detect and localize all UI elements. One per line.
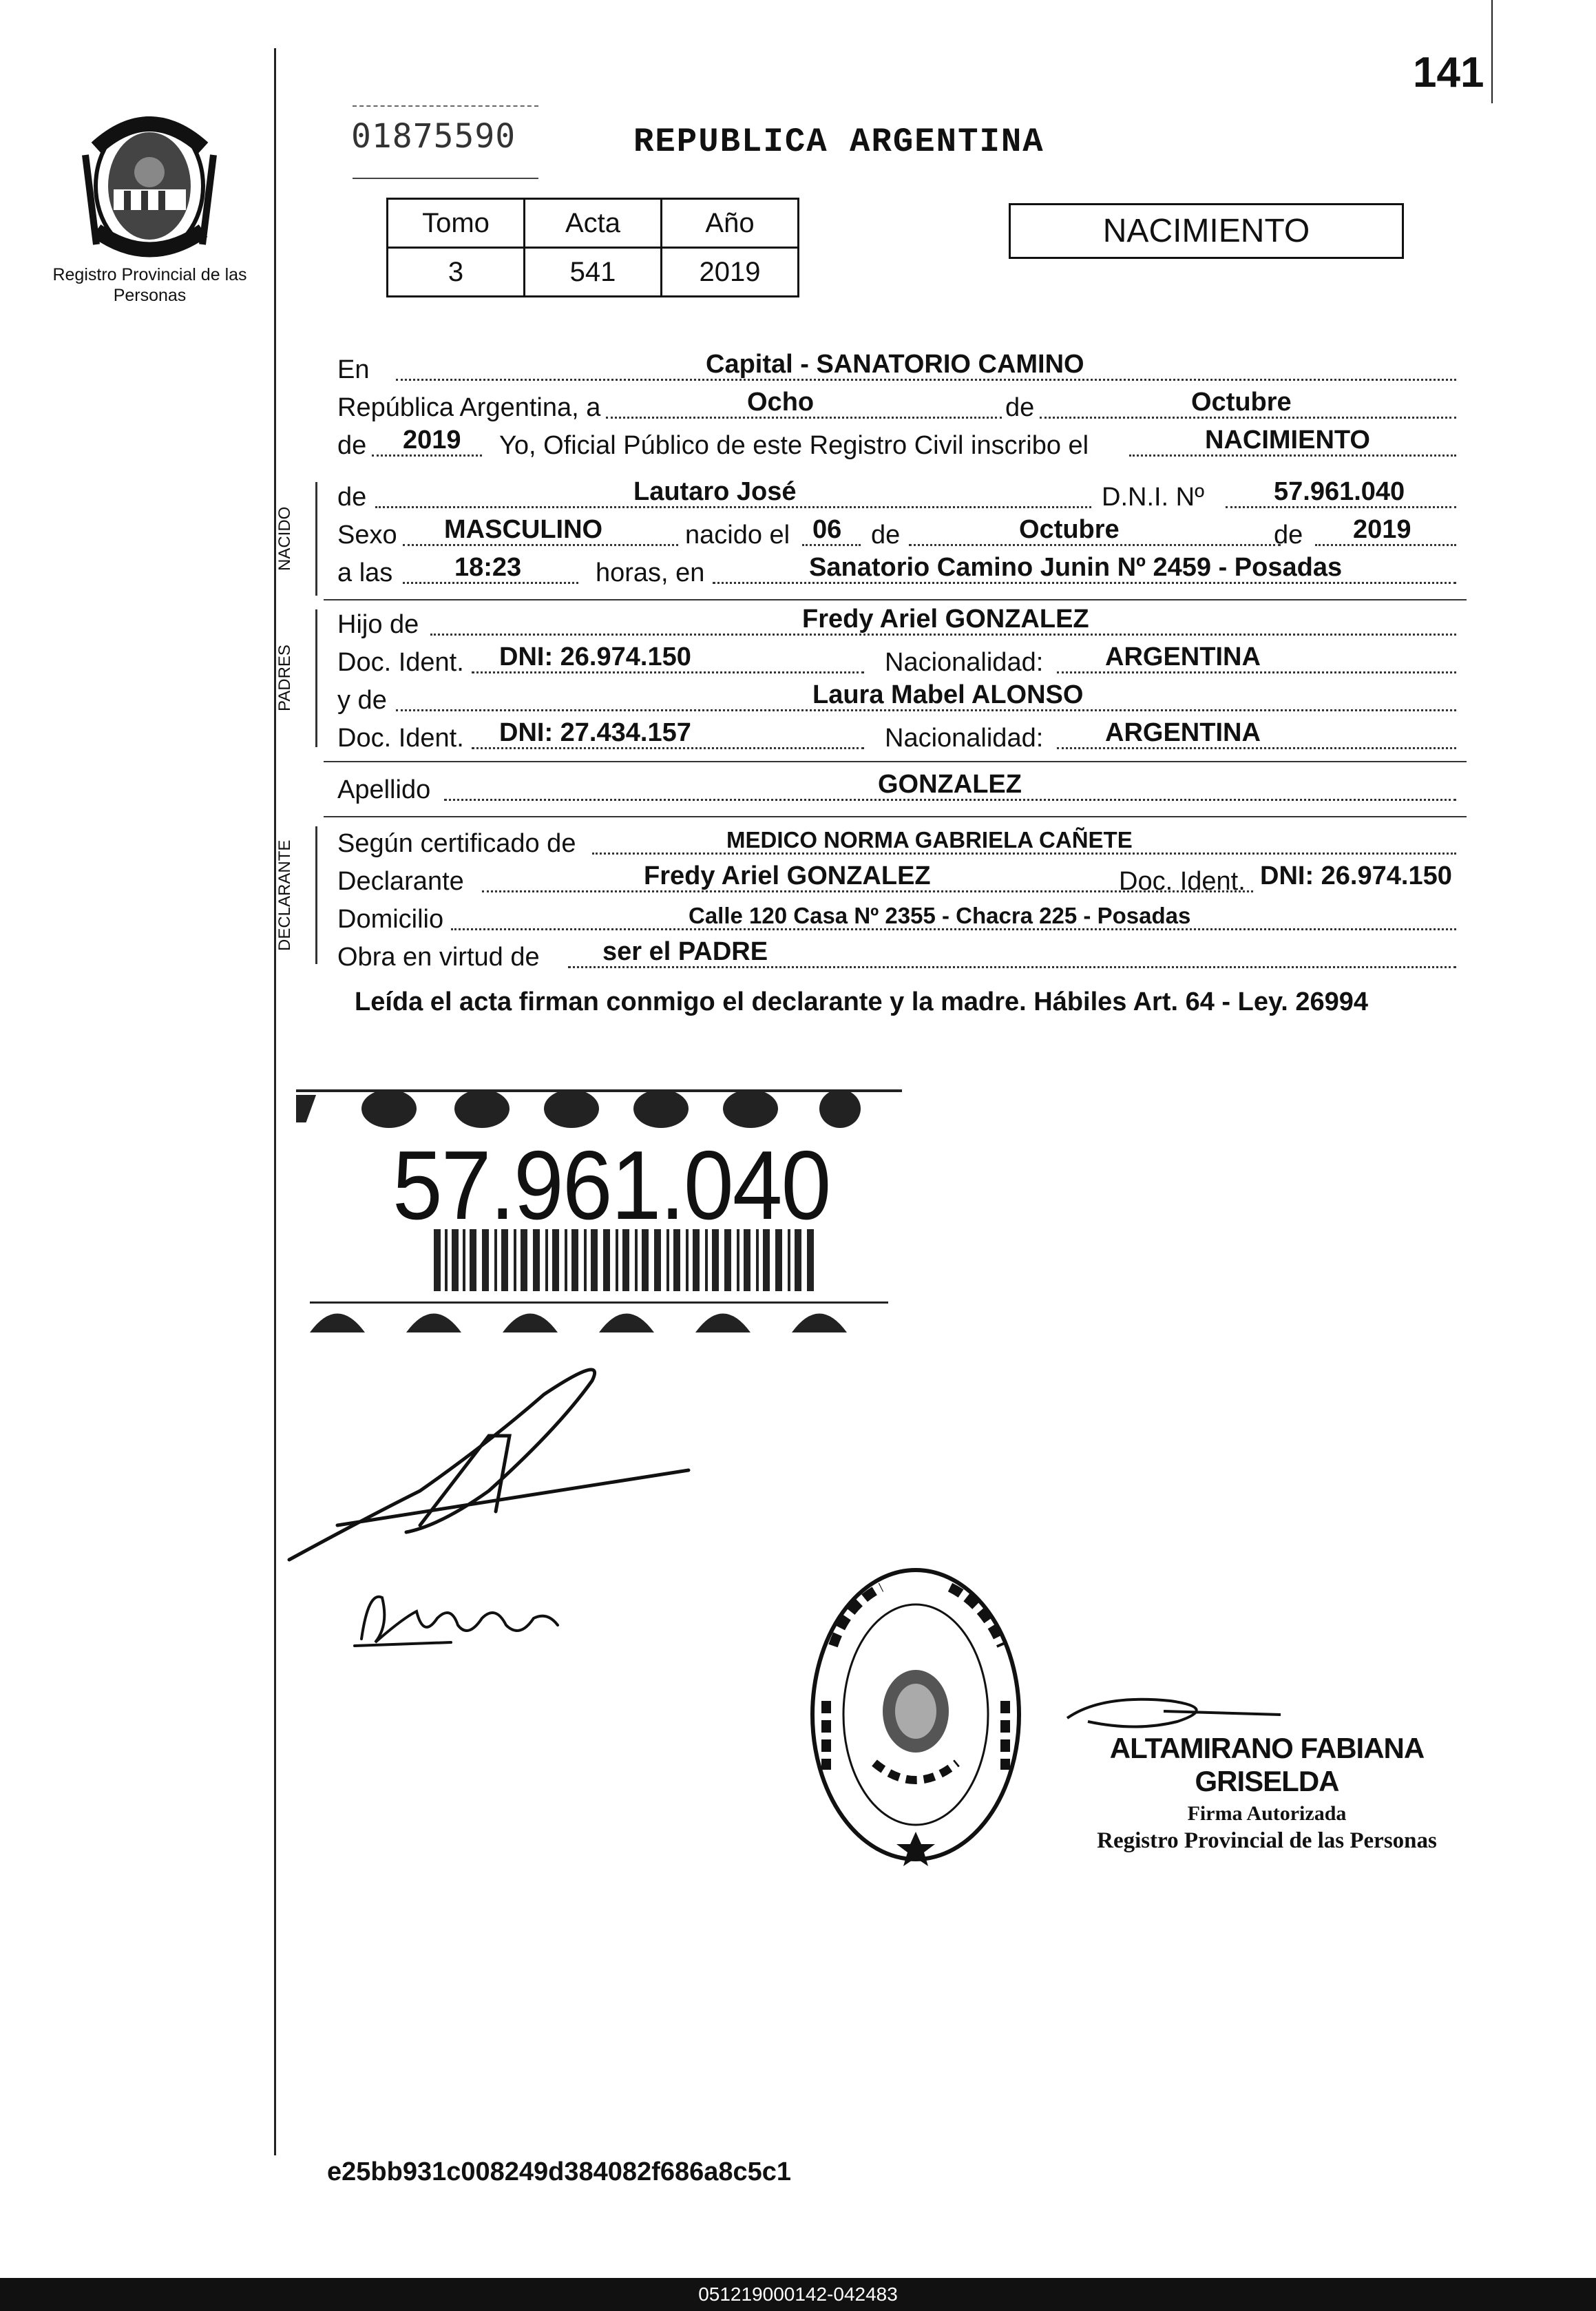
authorized-signature-block — [1074, 1732, 1460, 1854]
label-nacido-el: nacido el — [685, 521, 790, 550]
day-word-value: Ocho — [747, 388, 815, 417]
address-value: Calle 120 Casa Nº 2355 - Chacra 225 - Posadas — [689, 903, 1191, 928]
declarant-signature — [282, 1353, 695, 1573]
row-mother-doc — [337, 716, 1467, 755]
footer-bar: 051219000142-042483 — [0, 2278, 1596, 2311]
table-value-cell: 541 — [525, 248, 662, 297]
declarant-doc-value: DNI: 26.974.150 — [1260, 861, 1452, 890]
virtue-value: ser el PADRE — [602, 937, 768, 966]
registry-table — [386, 198, 799, 297]
serial-underline — [353, 178, 538, 179]
dni-sticker-number: 57.961.040 — [392, 1131, 830, 1240]
label-nacionalidad: Nacionalidad: — [885, 724, 1044, 753]
closing-statement: Leída el acta firman conmigo el declarante y la madre. Hábiles Art. 64 - Ley. 26994 — [355, 987, 1369, 1016]
father-nationality-value: ARGENTINA — [1105, 642, 1261, 671]
section-separator — [324, 599, 1467, 600]
mother-doc-value: DNI: 27.434.157 — [499, 718, 691, 747]
page-number: 141 — [1413, 49, 1484, 96]
row-mother — [337, 678, 1467, 717]
table-value-cell: 3 — [388, 248, 525, 297]
row-surname — [337, 768, 1467, 806]
table-value-cell: 2019 — [662, 248, 799, 297]
mother-nationality-value: ARGENTINA — [1105, 718, 1261, 747]
label-doc-ident: Doc. Ident. — [337, 724, 464, 753]
label-de: de — [337, 431, 367, 460]
label-dni-no: D.N.I. Nº — [1102, 483, 1204, 512]
table-header-cell: Acta — [525, 199, 662, 248]
label-y-de: y de — [337, 686, 387, 715]
label-domicilio: Domicilio — [337, 905, 444, 934]
registry-table-values — [388, 248, 799, 297]
row-child-name — [337, 475, 1467, 514]
child-name-value: Lautaro José — [633, 477, 797, 506]
birth-day-value: 06 — [812, 515, 842, 544]
table-header-cell: Año — [662, 199, 799, 248]
serial-top-line — [353, 105, 538, 108]
row-certificate — [337, 822, 1467, 860]
surname-value: GONZALEZ — [878, 770, 1022, 799]
official-seal-stamp — [806, 1563, 1026, 1866]
place-value: Capital - SANATORIO CAMINO — [706, 350, 1084, 379]
document-hash: e25bb931c008249d384082f686a8c5c1 — [327, 2157, 792, 2186]
birth-time-value: 18:23 — [454, 553, 522, 582]
official-organization: Registro Provincial de las Personas — [1097, 1828, 1437, 1853]
inscription-type-value: NACIMIENTO — [1205, 426, 1370, 454]
row-place — [337, 348, 1467, 386]
label-doc-ident: Doc. Ident. — [337, 648, 464, 677]
right-margin-line — [1491, 0, 1493, 103]
label-de: de — [871, 521, 901, 550]
mother-name-value: Laura Mabel ALONSO — [812, 680, 1084, 709]
row-time-place — [337, 551, 1467, 589]
official-role: Firma Autorizada — [1187, 1802, 1347, 1825]
label-declarante: Declarante — [337, 867, 464, 896]
birth-month-value: Octubre — [1019, 515, 1120, 544]
label-obra-en-virtud: Obra en virtud de — [337, 943, 540, 972]
certificate-by-value: MEDICO NORMA GABRIELA CAÑETE — [726, 827, 1133, 853]
father-name-value: Fredy Ariel GONZALEZ — [802, 605, 1089, 634]
section-label-declarante: DECLARANTE — [275, 839, 294, 951]
row-date — [337, 386, 1467, 424]
official-name: ALTAMIRANO FABIANA GRISELDA — [1109, 1732, 1425, 1797]
section-label-nacido: NACIDO — [275, 506, 294, 572]
row-sex-birth — [337, 513, 1467, 552]
label-sexo: Sexo — [337, 521, 397, 550]
mother-signature — [348, 1577, 568, 1660]
month-value: Octubre — [1191, 388, 1292, 417]
institution-caption: Registro Provincial de las Personas — [52, 265, 247, 305]
label-apellido: Apellido — [337, 775, 431, 804]
label-de: de — [337, 483, 367, 512]
year-value: 2019 — [403, 426, 461, 454]
declarant-name-value: Fredy Ariel GONZALEZ — [644, 861, 931, 890]
sex-value: MASCULINO — [444, 515, 603, 544]
label-yo-oficial: Yo, Oficial Público de este Registro Civil inscribo el — [499, 431, 1089, 460]
section-separator — [324, 761, 1467, 762]
row-father — [337, 603, 1467, 641]
label-nacionalidad: Nacionalidad: — [885, 648, 1044, 677]
child-dni-value: 57.961.040 — [1274, 477, 1405, 506]
row-virtue — [337, 935, 1467, 974]
label-de: de — [1274, 521, 1303, 550]
country-title: REPUBLICA ARGENTINA — [633, 123, 1044, 161]
left-margin-line — [274, 48, 276, 2155]
label-doc-ident: Doc. Ident. — [1119, 867, 1246, 896]
registry-table-header — [388, 199, 799, 248]
birth-year-value: 2019 — [1353, 515, 1411, 544]
row-father-doc — [337, 640, 1467, 679]
serial-number: 01875590 — [351, 117, 516, 156]
section-label-padres: PADRES — [275, 645, 294, 712]
label-a-las: a las — [337, 558, 393, 587]
label-segun-certificado: Según certificado de — [337, 829, 576, 858]
birth-place-value: Sanatorio Camino Junin Nº 2459 - Posadas — [809, 553, 1343, 582]
row-declarant — [337, 859, 1467, 898]
father-doc-value: DNI: 26.974.150 — [499, 642, 691, 671]
record-type-box: NACIMIENTO — [1009, 203, 1404, 259]
label-de: de — [1005, 393, 1035, 422]
section-separator — [324, 816, 1467, 817]
label-republica: República Argentina, a — [337, 393, 601, 422]
label-en: En — [337, 355, 370, 384]
row-address — [337, 897, 1467, 936]
label-hijo-de: Hijo de — [337, 610, 419, 639]
province-crest-logo — [76, 107, 224, 262]
row-inscription — [337, 423, 1467, 462]
label-horas-en: horas, en — [596, 558, 705, 587]
table-header-cell: Tomo — [388, 199, 525, 248]
